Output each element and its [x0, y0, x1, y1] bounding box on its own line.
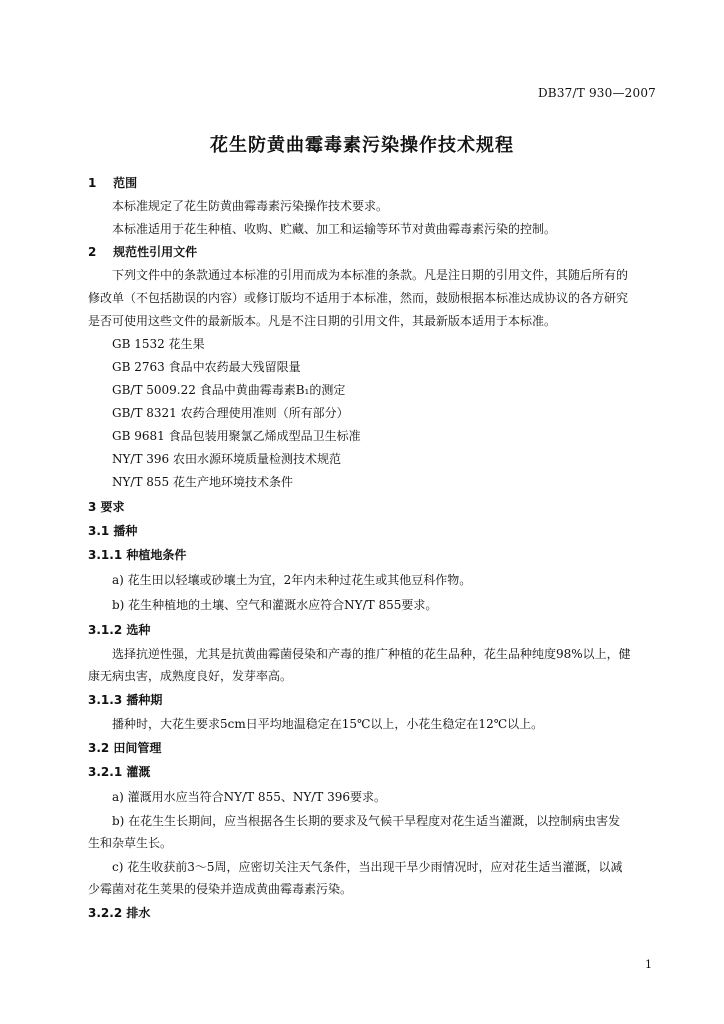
reference-item: NY/T 855 花生产地环境技术条件	[112, 475, 294, 489]
section-2-title: 规范性引用文件	[113, 245, 198, 259]
paragraph: 康无病虫害，成熟度良好，发芽率高。	[88, 669, 293, 683]
list-item: b) 花生种植地的土壤、空气和灌溉水应符合NY/T 855要求。	[112, 598, 438, 612]
reference-item: GB 2763 食品中农药最大残留限量	[112, 360, 301, 374]
section-1-title: 范围	[113, 176, 138, 190]
reference-item: GB/T 8321 农药合理使用准则（所有部分）	[112, 406, 349, 420]
paragraph: 修改单（不包括勘误的内容）或修订版均不适用于本标准，然而，鼓励根据本标准达成协议的各方研究	[88, 291, 629, 305]
paragraph: 是否可使用这些文件的最新版本。凡是不注日期的引用文件，其最新版本适用于本标准。	[88, 314, 557, 328]
section-2-number: 2	[88, 245, 97, 259]
subsection-heading: 3.2.2 排水	[88, 906, 151, 920]
list-item: 少霉菌对花生荚果的侵染并造成黄曲霉毒素污染。	[88, 882, 353, 896]
reference-item: GB 1532 花生果	[112, 337, 205, 351]
list-item: a) 灌溉用水应当符合NY/T 855、NY/T 396要求。	[112, 790, 387, 804]
paragraph: 下列文件中的条款通过本标准的引用而成为本标准的条款。凡是注日期的引用文件，其随后所有的	[112, 268, 629, 282]
subsection-heading: 3.2.1 灌溉	[88, 765, 151, 779]
reference-item: GB 9681 食品包装用聚氯乙烯成型品卫生标准	[112, 429, 361, 443]
list-item: a) 花生田以轻壤或砂壤土为宜，2年内未种过花生或其他豆科作物。	[112, 573, 472, 587]
list-item: b) 在花生生长期间，应当根据各生长期的要求及气候干旱程度对花生适当灌溉，以控制病虫害发	[112, 814, 621, 828]
reference-item: GB/T 5009.22 食品中黄曲霉毒素B₁的测定	[112, 383, 346, 397]
subsection-heading: 3.1.2 选种	[88, 623, 151, 637]
reference-item: NY/T 396 农田水源环境质量检测技术规范	[112, 452, 342, 466]
subsection-heading: 3.2 田间管理	[88, 741, 162, 755]
list-item: c) 花生收获前3～5周，应密切关注天气条件，当出现干旱少雨情况时，应对花生适当灌溉，以减	[112, 860, 623, 874]
paragraph: 本标准规定了花生防黄曲霉毒素污染操作技术要求。	[112, 199, 389, 213]
subsection-heading: 3.1.3 播种期	[88, 693, 163, 707]
document-title: 花生防黄曲霉毒素污染操作技术规程	[210, 135, 514, 156]
page-number: 1	[645, 958, 652, 971]
paragraph: 选择抗逆性强，尤其是抗黄曲霉菌侵染和产毒的推广种植的花生品种，花生品种纯度98%以上，健	[112, 647, 631, 661]
paragraph: 本标准适用于花生种植、收购、贮藏、加工和运输等环节对黄曲霉毒素污染的控制。	[112, 222, 557, 236]
section-1-heading	[88, 175, 137, 191]
section-1-number: 1	[88, 176, 97, 190]
section-2-heading	[88, 244, 197, 260]
subsection-heading: 3.1 播种	[88, 524, 138, 538]
document-code: DB37/T 930—2007	[537, 86, 656, 100]
section-3-heading: 3 要求	[88, 500, 125, 514]
paragraph: 播种时，大花生要求5cm日平均地温稳定在15℃以上，小花生稳定在12℃以上。	[112, 717, 544, 731]
list-item: 生和杂草生长。	[88, 836, 173, 850]
subsection-heading: 3.1.1 种植地条件	[88, 548, 187, 562]
